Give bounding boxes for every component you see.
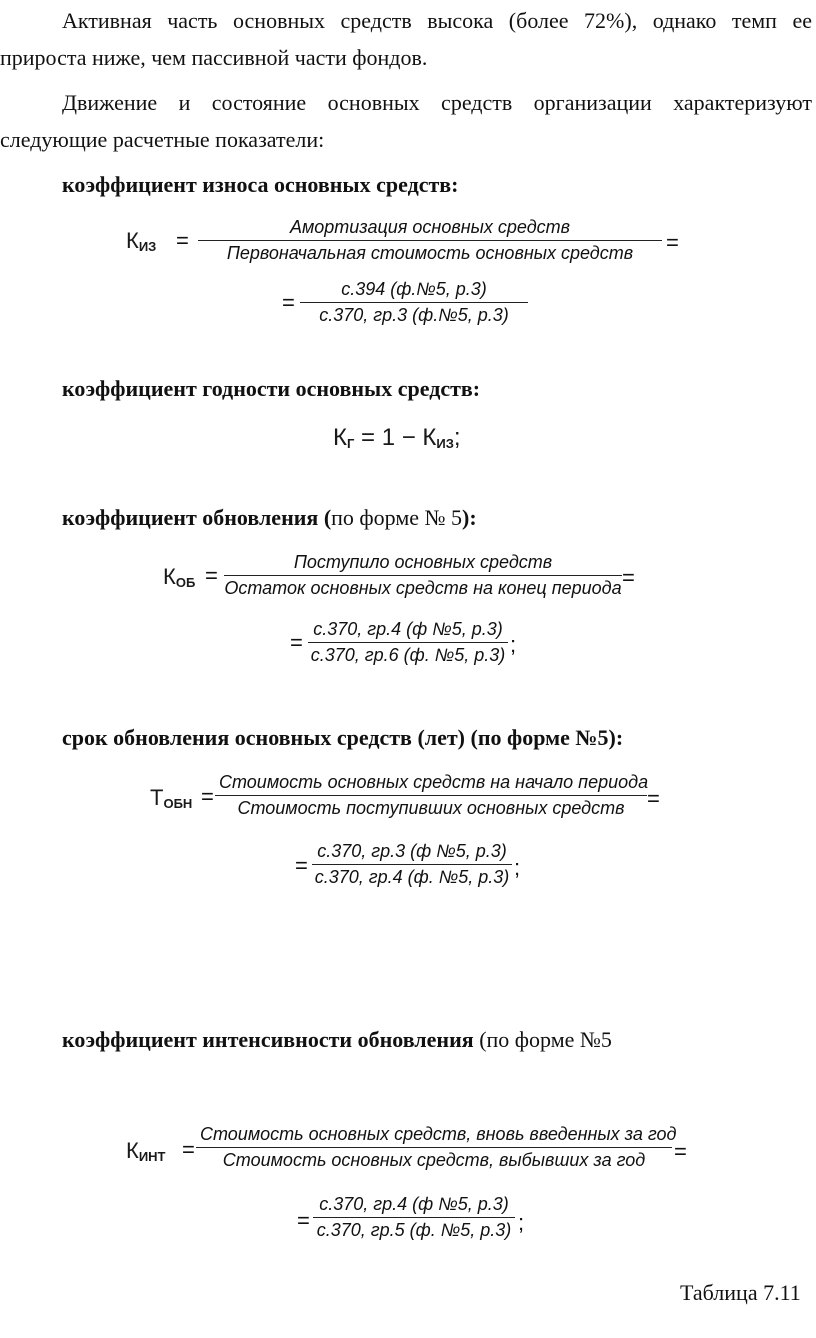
formula-godnost [333,424,461,452]
equals: = [297,1208,310,1233]
symbol-k-int [126,1138,166,1164]
table-caption: Таблица 7.11 [680,1280,801,1305]
heading-intensivnost [62,1027,612,1053]
formula-text: = 1 − К [354,424,437,451]
paragraph-line: Движение и состояние основных средств организации характеризуют [62,90,812,115]
symbol-k-iz [126,228,156,254]
heading-bold: коэффициент интенсивности обновления [62,1027,474,1052]
equals: = [290,630,303,655]
heading-iznos: коэффициент износа основных средств: [62,172,459,197]
fraction [300,279,528,326]
denominator: с.370, гр.4 (ф. №5, р.3) [314,867,510,887]
subscript: Г [346,436,355,451]
symbol: К [126,228,139,253]
heading-godnost: коэффициент годности основных средств: [62,376,481,401]
numerator: с.370, гр.4 (ф №5, р.3) [313,1194,515,1218]
denominator: Остаток основных средств на конец периода [224,578,622,598]
denominator: Первоначальная стоимость основных средств [226,243,634,263]
numerator: Поступило основных средств [224,552,622,576]
subscript: ИЗ [138,239,157,254]
semicolon: ; [510,632,517,657]
semicolon: ; [518,1210,525,1235]
fraction [308,619,508,666]
numerator: Стоимость основных средств, вновь введенных за год [196,1124,672,1148]
symbol: К [126,1138,139,1163]
fraction [215,772,647,819]
numerator: с.370, гр.3 (ф №5, р.3) [312,841,512,865]
heading-obnovlenie [62,505,477,531]
numerator: с.394 (ф.№5, р.3) [300,279,528,303]
symbol: К [163,564,176,589]
symbol: Т [150,785,164,810]
denominator: с.370, гр.6 (ф. №5, р.3) [310,645,506,665]
numerator: с.370, гр.4 (ф №5, р.3) [308,619,508,643]
equals: = [295,853,308,878]
equals: = [647,786,660,811]
subscript: ОБ [175,575,196,590]
fraction [196,1124,677,1171]
paragraph-line: прироста ниже, чем пассивной части фондов. [0,45,428,70]
equals: = [176,228,189,253]
subscript: ИНТ [138,1149,166,1164]
equals: = [666,230,679,255]
denominator: с.370, гр.3 (ф.№5, р.3) [319,305,509,325]
denominator: Стоимость основных средств, выбывших за год [222,1150,646,1170]
equals: = [674,1139,687,1164]
equals: = [201,784,214,809]
subscript: ОБН [163,796,193,811]
symbol-t-obn [150,785,192,811]
numerator: Стоимость основных средств на начало периода [215,772,647,796]
fraction [312,841,512,888]
equals: = [182,1137,195,1162]
symbol: К [333,424,347,451]
heading-normal: по форме № 5 [331,505,463,530]
fraction [224,552,622,599]
heading-bold: коэффициент обновления ( [62,505,332,530]
heading-bold: ): [462,505,477,530]
numerator: Амортизация основных средств [198,217,662,241]
denominator: Стоимость поступивших основных средств [237,798,625,818]
equals: = [622,565,635,590]
paragraph-line: Активная часть основных средств высока (более 72%), однако темп ее [62,8,812,33]
subscript: ИЗ [436,436,454,451]
fraction [313,1194,515,1241]
symbol-k-ob [163,564,195,590]
fraction [198,217,662,264]
semicolon: ; [514,855,521,880]
equals: = [282,290,295,315]
denominator: с.370, гр.5 (ф. №5, р.3) [316,1220,512,1240]
heading-normal: (по форме №5 [473,1027,612,1052]
formula-text: ; [453,424,461,451]
paragraph-line: следующие расчетные показатели: [0,127,325,152]
heading-srok: срок обновления основных средств (лет) (по форме №5): [62,725,624,750]
equals: = [205,563,218,588]
